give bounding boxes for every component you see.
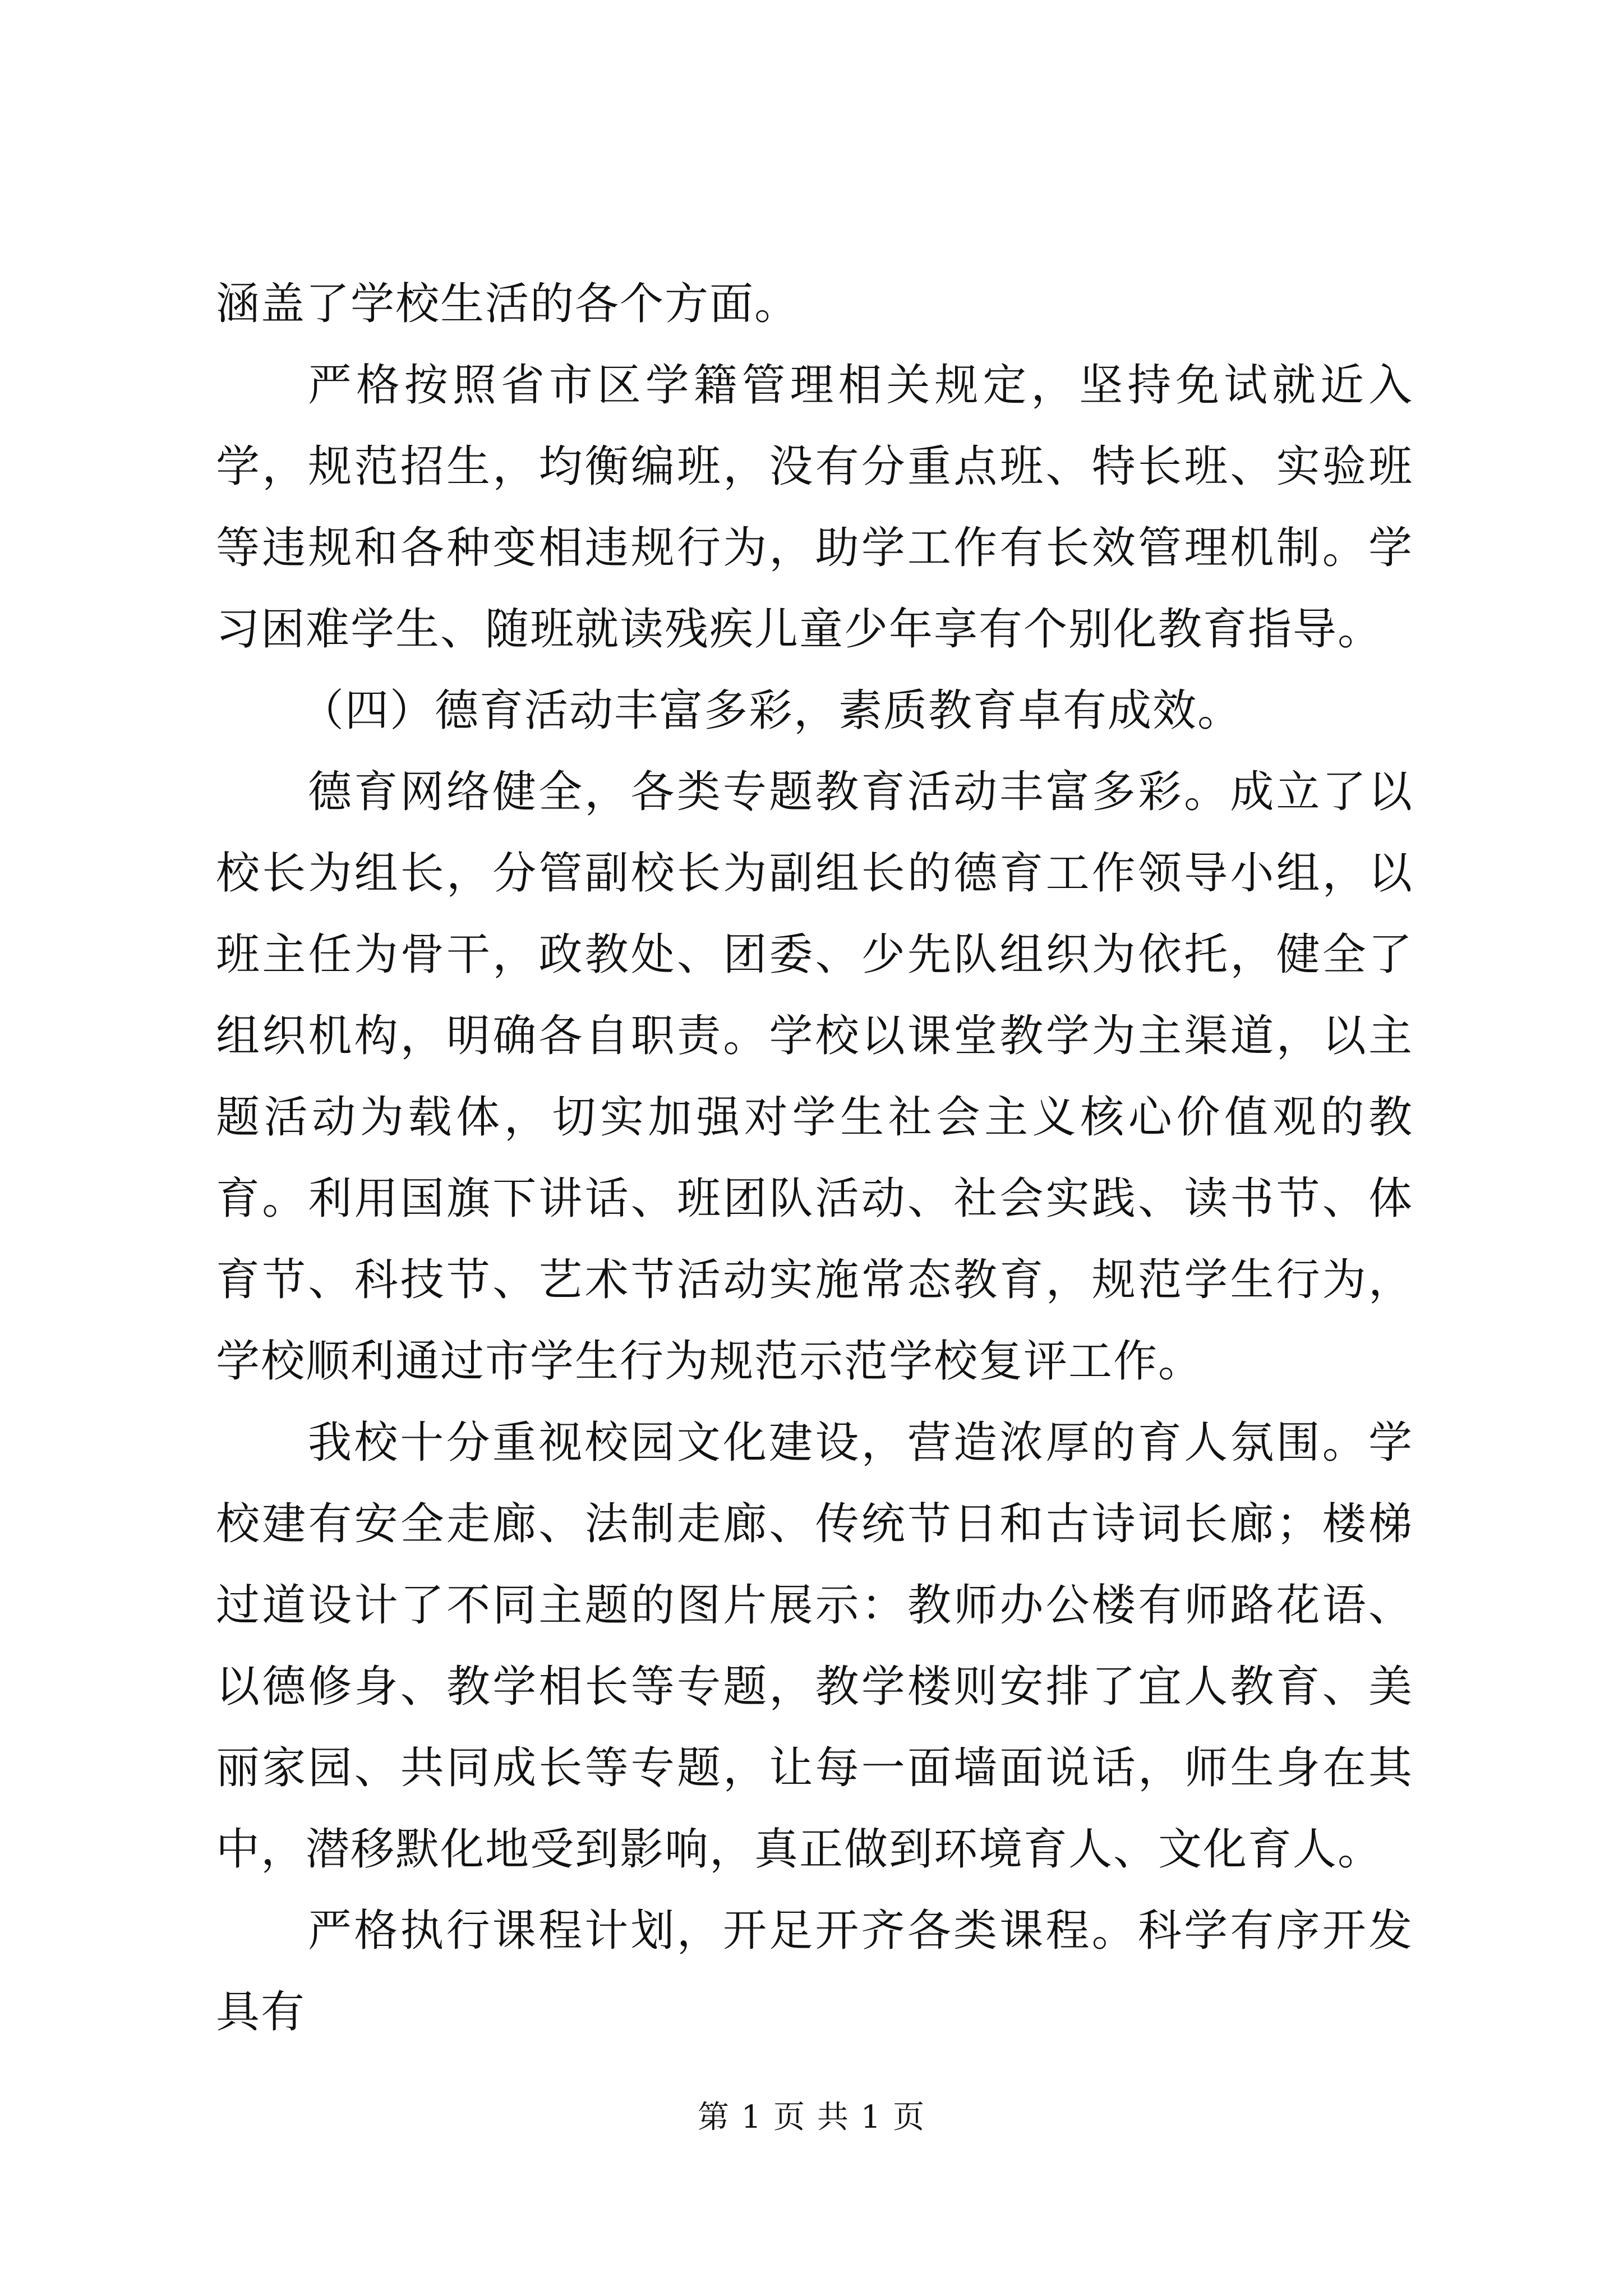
paragraph-enrollment: 严格按照省市区学籍管理相关规定，坚持免试就近入学，规范招生，均衡编班，没有分重点班、特长班、实验班等违规和各种变相违规行为，助学工作有长效管理机制。学习困难学生、随班就读残疾儿童少年享有个别化教育指导。 — [216, 360, 1413, 655]
document-body — [216, 264, 1413, 2053]
paragraph-continuation: 涵盖了学校生活的各个方面。 — [216, 279, 800, 329]
paragraph-moral-education: 德育网络健全，各类专题教育活动丰富多彩。成立了以校长为组长，分管副校长为副组长的德育工作领导小组，以班主任为骨干，政教处、团委、少先队组织为依托，健全了组织机构，明确各自职责。学校以课堂教学为主渠道，以主题活动为载体，切实加强对学生社会主义核心价值观的教育。利用国旗下讲话、班团队活动、社会实践、读书节、体育节、科技节、艺术节活动实施常态教育，规范学生行为，学校顺利通过市学生行为规范示范学校复评工作。 — [216, 767, 1413, 1387]
paragraph-campus-culture: 我校十分重视校园文化建设，营造浓厚的育人氛围。学校建有安全走廊、法制走廊、传统节日和古诗词长廊；楼梯过道设计了不同主题的图片展示：教师办公楼有师路花语、以德修身、教学相长等专题，教学楼则安排了宜人教育、美丽家园、共同成长等专题，让每一面墙面说话，师生身在其中，潜移默化地受到影响，真正做到环境育人、文化育人。 — [216, 1418, 1413, 1875]
paragraph-curriculum: 严格执行课程计划，开足开齐各类课程。科学有序开发具有 — [216, 1906, 1413, 2037]
page-footer: 第 1 页 共 1 页 — [697, 2099, 926, 2136]
section-heading-moral-education: （四）德育活动丰富多彩，素质教育卓有成效。 — [300, 685, 1243, 736]
